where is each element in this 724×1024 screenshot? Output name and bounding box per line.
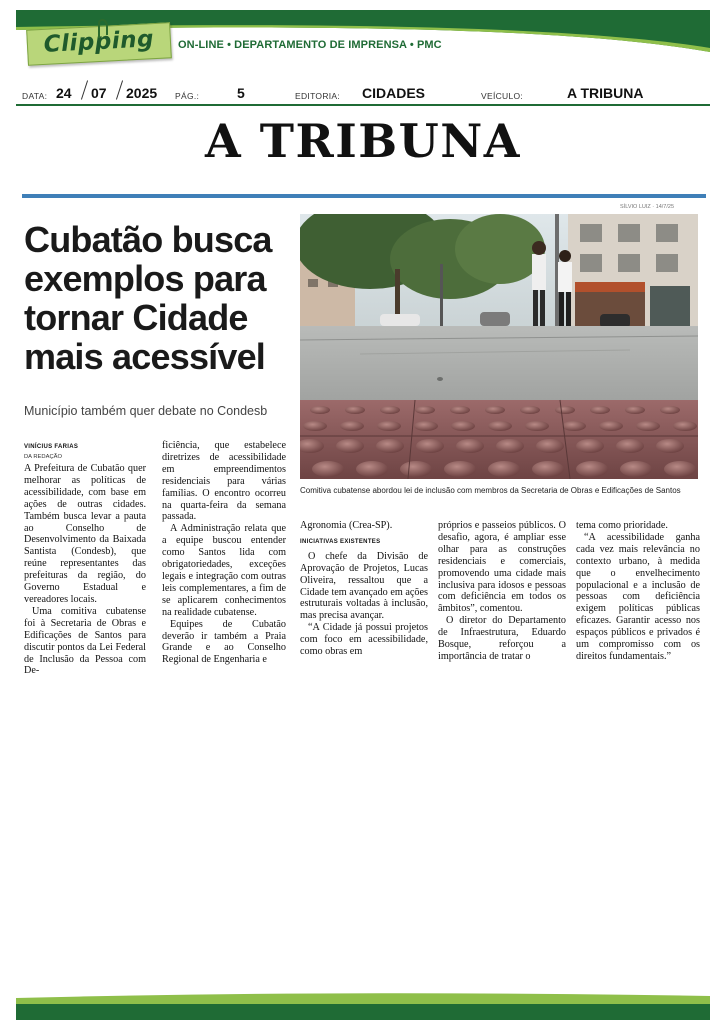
paragraph: Uma comitiva cubatense foi à Secretaria de Obras e Edificações de Santos para discutir pontos da Lei Federal de Inclusão da Pessoa com De- — [24, 605, 146, 677]
paperclip-icon — [94, 18, 112, 40]
paragraph: O chefe da Divisão de Aprovação de Projetos, Lucas Oliveira, ressaltou que a Cidade tem avançado em ações estruturais voltadas à inclusão, mas precisa avançar. — [300, 550, 428, 622]
veiculo-label: VEÍCULO: — [481, 91, 524, 101]
date-slash — [116, 80, 123, 99]
article-column-4 — [438, 520, 566, 663]
paragraph: Equipes de Cubatão deverão ir também a Praia Grande e ao Conselho Regional de Engenharia e — [162, 618, 286, 666]
photo-credit: SÍLVIO LUIZ · 14/7/25 — [620, 204, 675, 210]
editoria-value: CIDADES — [362, 85, 426, 101]
footer-bar — [16, 1004, 710, 1020]
paragraph: A Prefeitura de Cubatão quer melhorar as políticas de acessibilidade, com base em ações de outras cidades. Também busca levar a pauta ao Conselho de Desenvolvimento da Baixada Santista (Condesb), que reúne representantes das prefeituras da região, do Governo Estadual e vereadores locais. — [24, 463, 146, 605]
paragraph: próprios e passeios públicos. O desafio, agora, é ampliar esse olhar para as construções residenciais e comerciais, promovendo uma cidade mais inclusiva para idosos e pessoas com deficiência em todos os âmbitos”, comentou. — [438, 520, 566, 615]
intertitle: INICIATIVAS EXISTENTES — [300, 538, 381, 545]
editoria-label: EDITORIA: — [295, 91, 341, 101]
paragraph: Agronomia (Crea-SP). — [300, 520, 393, 531]
paragraph: “A Cidade já possui projetos com foco em acessibilidade, como obras em — [300, 622, 428, 658]
article-headline: Cubatão busca exemplos para tornar Cidade mais acessível — [24, 219, 272, 377]
paragraph: A Administração relata que a equipe buscou entender como Santos lida com obrigatoriedades, exceções legais e integração com outras leis complementares, a fim de se aplicarem conhecimentos na realidade cubatense. — [162, 523, 286, 618]
byline: VINÍCIUS FARIAS — [24, 444, 79, 450]
article-subhead: Município também quer debate no Condesb — [24, 404, 268, 418]
header-top-bar — [16, 10, 710, 18]
veiculo-value: A TRIBUNA — [567, 85, 644, 101]
paragraph: ficiência, que estabelece diretrizes de acessibilidade em empreendimentos residenciais para várias famílias. O encontro ocorreu na quarta-feira da semana passada. — [162, 440, 286, 523]
header-subtitle: ON-LINE • DEPARTAMENTO DE IMPRENSA • PMC — [178, 39, 442, 51]
date-year: 2025 — [126, 85, 158, 101]
article-column-1 — [24, 463, 146, 677]
paragraph: tema como prioridade. — [576, 520, 668, 531]
article-photo — [300, 214, 698, 479]
article-column-2 — [162, 440, 286, 666]
data-label: DATA: — [22, 91, 48, 101]
metadata-divider — [16, 104, 710, 106]
article-column-3 — [300, 520, 428, 658]
date-slash — [81, 80, 88, 99]
byline-sub: DA REDAÇÃO — [24, 454, 63, 460]
page-number: 5 — [237, 85, 245, 101]
paragraph: “A acessibilidade ganha cada vez mais relevância no contexto urbano, à medida que o envelhecimento populacional e a inclusão de pessoas com deficiência exigem políticas públicas eficazes. Garantir acesso nos espaços públicos e privados é um compromisso com os direitos fundamentais.” — [576, 531, 700, 662]
metadata-row — [16, 82, 710, 104]
footer-swoosh — [16, 992, 710, 1004]
clipping-label: Clipping — [43, 26, 155, 58]
article-top-rule — [22, 194, 706, 198]
photo-caption: Comitiva cubatense abordou lei de inclusão com membros da Secretaria de Obras e Edificações de Santos — [300, 486, 681, 495]
newspaper-masthead: A TRIBUNA — [205, 114, 521, 168]
pag-label: PÁG.: — [175, 91, 200, 101]
street-sidewalk-photo — [300, 214, 698, 479]
date-month: 07 — [91, 85, 107, 101]
paragraph: O diretor do Departamento de Infraestrutura, Eduardo Bosque, reforçou a importância de tratar o — [438, 615, 566, 662]
date-day: 24 — [56, 85, 72, 101]
article-column-5 — [576, 520, 700, 663]
